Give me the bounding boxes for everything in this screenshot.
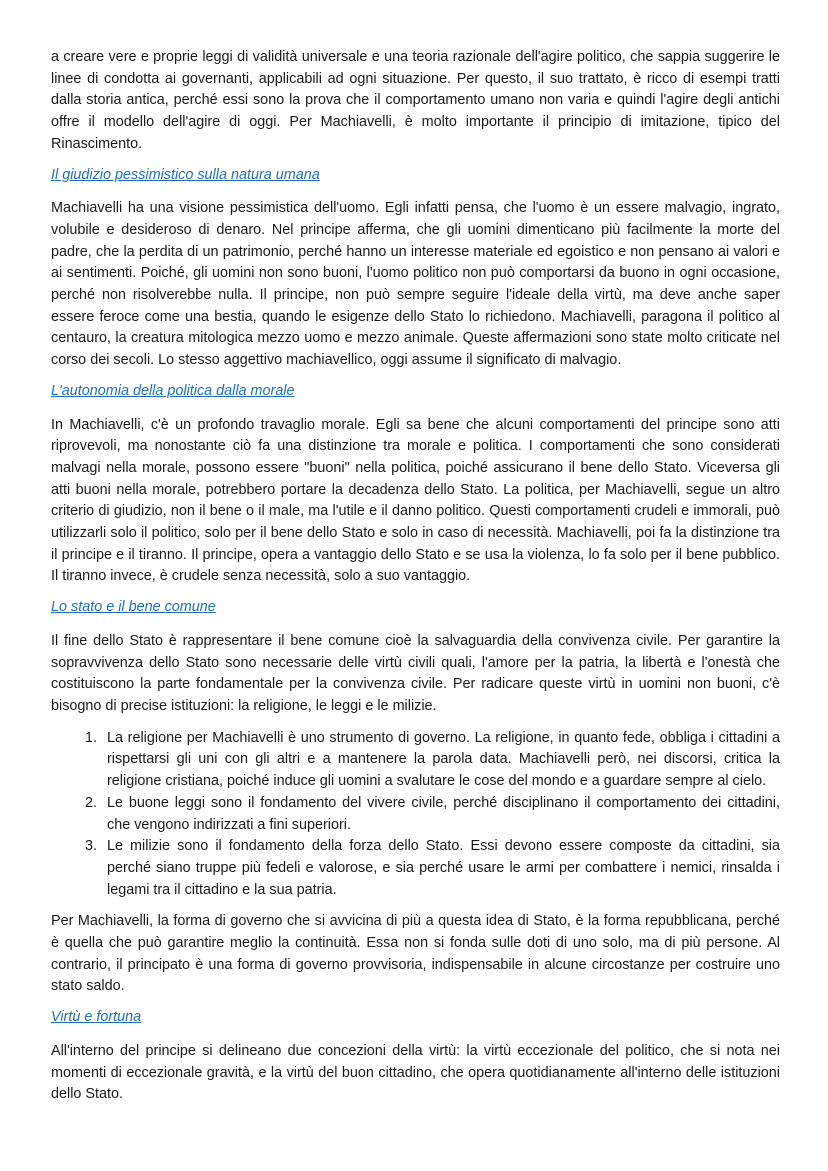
section-after-stato-bene-comune: Per Machiavelli, la forma di governo che si avvicina di più a questa idea di Stato, è la forma repubblicana, perché è quella che può garantire meglio la continuità. Essa non si fonda sulle doti di uno solo, ma di più persone. Al contrario, il principato è una forma di governo provvisoria, indispensabile in alcune circostanze per costruire uno stato saldo. [51,913,780,995]
section-heading-autonomia-politica: L'autonomia della politica dalla morale [51,382,295,399]
section-body-stato-bene-comune: Il fine dello Stato è rappresentare il bene comune cioè la salvaguardia della convivenza civile. Per garantire la sopravvivenza dello Stato sono necessarie delle virtù civili quali, l'amore per la patria, la libertà e l'onestà che costituiscono la parte fondamentale per la convivenza civile. Per radicare queste virtù in uomini non buoni, c'è bisogno di precise istituzioni: la religione, le leggi e le milizie. [51,632,780,714]
section-body-virtu-fortuna: All'interno del principe si delineano due concezioni della virtù: la virtù eccezionale del politico, che si nota nei momenti di eccezionale gravità, e la virtù del buon cittadino, che opera quotidianamente all'interno delle istituzioni dello Stato. [51,1042,780,1103]
institutions-list [51,728,780,902]
section-body-natura-umana: Machiavelli ha una visione pessimistica dell'uomo. Egli infatti pensa, che l'uomo è un essere malvagio, ingrato, volubile e desideroso di denaro. Nel principe afferma, che gli uomini dimenticano più facilmente la morte del padre, che la perdita di un patrimonio, perché hanno un interesse materiale ed egoistico e non pensano ai valori e ai sentimenti. Poiché, gli uomini non sono buoni, l'uomo politico non può comportarsi da buono in ogni occasione, perché non risolverebbe nulla. Il principe, non può sempre seguire l'ideale della virtù, ma deve anche saper essere feroce come una bestia, quando le esigenze dello Stato lo richiedono. Machiavelli, paragona il politico al centauro, la creatura mitologica mezzo uomo e mezzo animale. Queste affermazioni sono state molto criticate nel corso dei secoli. Lo stesso aggettivo machiavellico, oggi assume il significato di malvagio. [51,200,780,369]
section-heading-natura-umana: Il giudizio pessimistico sulla natura umana [51,166,320,183]
list-item-milizie: 3. Le milizie sono il fondamento della forza dello Stato. Essi devono essere composte da cittadini, sia perché siano truppe più fedeli e valorose, e sia perché usare le armi per combattere i nemici, rinsalda i legami tra il cittadino e la sua patria. [101,836,780,901]
section-heading-stato-bene-comune: Lo stato e il bene comune [51,599,216,616]
intro-paragraph: a creare vere e proprie leggi di validità universale e una teoria razionale dell'agire politico, che sappia suggerire le linee di condotta ai governanti, applicabili ad ogni situazione. Per questo, il suo trattato, è ricco di esempi tratti dalla storia antica, perché essi sono la prova che il comportamento umano non varia e quindi l'agire degli antichi offre il modello dell'agire di oggi. Per Machiavelli, è molto importante il principio di imitazione, tipico del Rinascimento. [51,49,780,152]
list-item-religione: 1. La religione per Machiavelli è uno strumento di governo. La religione, in quanto fede, obbliga i cittadini a rispettarsi gli uni con gli altri e a mantenere la parola data. Machiavelli però, nei discorsi, critica la religione cristiana, poiché induce gli uomini a svalutare le cose del mondo e a guardare sempre al cielo. [101,728,780,793]
section-body-autonomia-politica: In Machiavelli, c'è un profondo travaglio morale. Egli sa bene che alcuni comportamenti del principe sono atti riprovevoli, ma nonostante ciò fa una distinzione tra morale e politica. I comportamenti che sono considerati malvagi nella morale, possono essere "buoni" nella politica, poiché assicurano il bene dello Stato. Viceversa gli atti buoni nella morale, potrebbero portare la decadenza dello Stato. La politica, per Machiavelli, segue un altro criterio di giudizio, non il bene o il male, ma l'utile e il danno politico. Questi comportamenti crudeli e immorali, può utilizzarli solo il politico, solo per il bene dello Stato e solo in caso di necessità. Machiavelli, poi fa la distinzione tra il principe e il tiranno. Il principe, opera a vantaggio dello Stato e se usa la violenza, lo fa solo per il bene pubblico. Il tiranno invece, è crudele senza necessità, solo a suo vantaggio. [51,416,780,585]
list-item-leggi: 2. Le buone leggi sono il fondamento del vivere civile, perché disciplinano il comportamento dei cittadini, che vengono indirizzati a fini superiori. [101,793,780,836]
section-heading-virtu-fortuna: Virtù e fortuna [51,1009,142,1026]
